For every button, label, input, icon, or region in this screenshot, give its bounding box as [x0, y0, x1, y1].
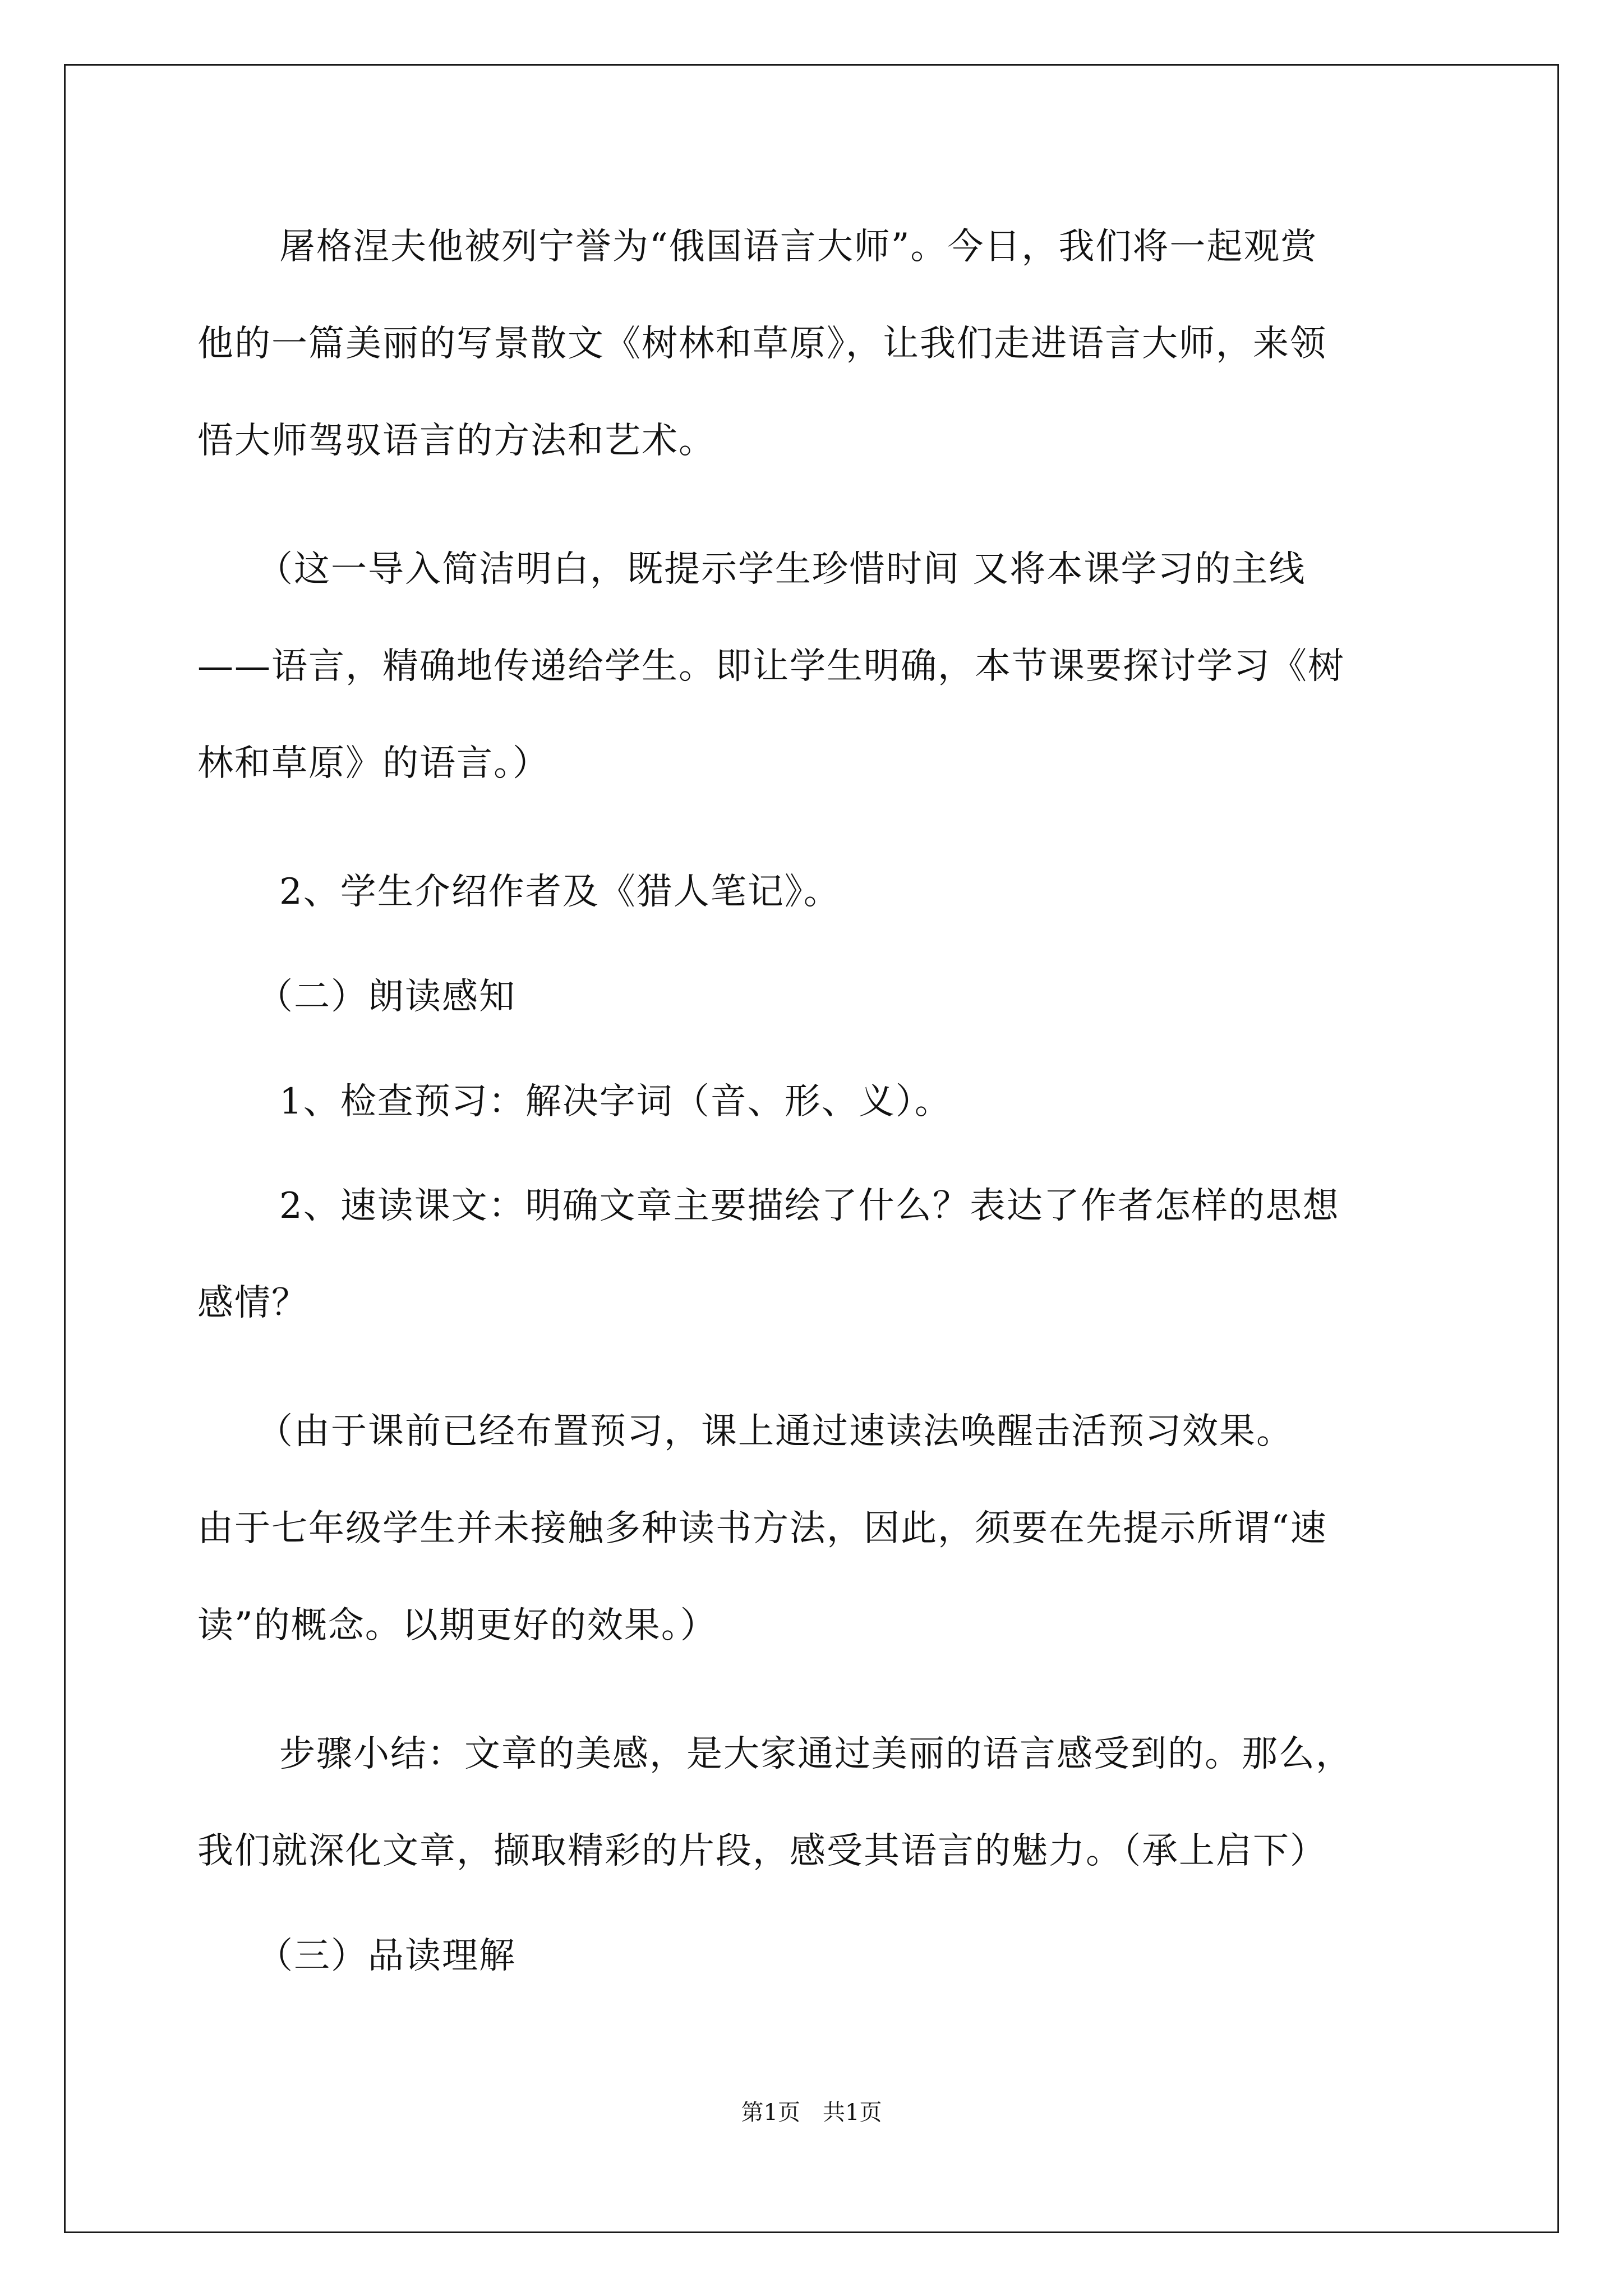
- text-line: 感情？: [197, 1282, 308, 1324]
- section-heading: （三）品读理解: [257, 1935, 516, 1977]
- text-line: 屠格涅夫他被列宁誉为“俄国语言大师”。今日，我们将一起观赏: [279, 226, 1318, 268]
- text-line: ——语言，精确地传递给学生。即让学生明确，本节课要探讨学习《树: [197, 646, 1345, 687]
- text-line: （由于课前已经布置预习，课上通过速读法唤醒击活预习效果。: [257, 1411, 1293, 1452]
- text-line: 林和草原》的语言。）: [197, 743, 550, 784]
- text-line: 悟大师驾驭语言的方法和艺术。: [197, 420, 716, 462]
- text-line: 由于七年级学生并未接触多种读书方法，因此，须要在先提示所谓“速: [197, 1508, 1327, 1549]
- text-line: 1、检查预习：解决字词（音、形、义）。: [279, 1081, 952, 1122]
- text-line: 2、速读课文：明确文章主要描绘了什么？表达了作者怎样的思想: [279, 1185, 1340, 1227]
- text-line: 他的一篇美丽的写景散文《树林和草原》，让我们走进语言大师，来领: [197, 323, 1327, 365]
- section-heading: （二）朗读感知: [257, 976, 516, 1018]
- page-border: [64, 64, 1559, 2233]
- text-line: 读”的概念。以期更好的效果。）: [197, 1605, 717, 1646]
- text-line: （这一导入简洁明白，既提示学生珍惜时间 又将本课学习的主线: [257, 549, 1306, 590]
- text-line: 步骤小结：文章的美感，是大家通过美丽的语言感受到的。那么，: [279, 1733, 1353, 1775]
- text-line: 我们就深化文章，撷取精彩的片段，感受其语言的魅力。（承上启下）: [197, 1830, 1327, 1872]
- page-footer: 第1页 共1页: [741, 2100, 882, 2125]
- text-line: 2、学生介绍作者及《猎人笔记》。: [279, 871, 841, 913]
